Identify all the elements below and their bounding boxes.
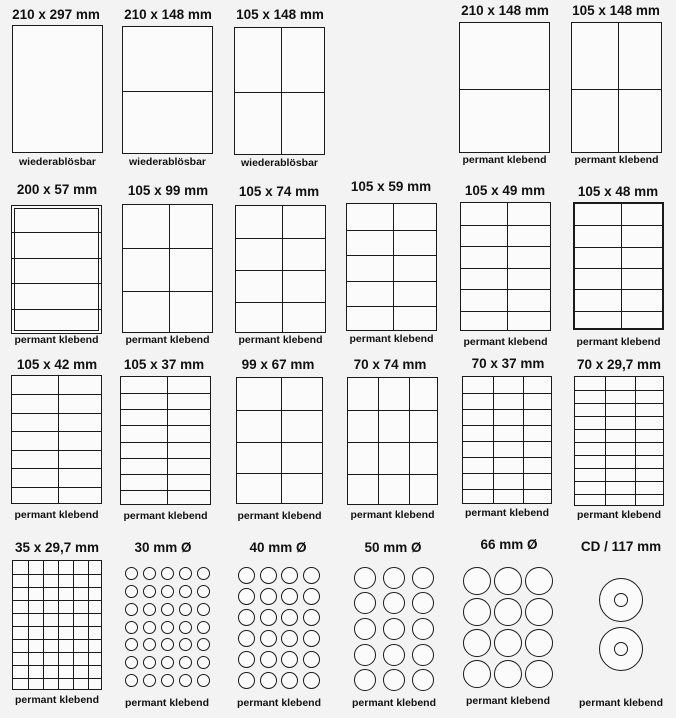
round-label [260,630,277,647]
format-title: 105 x 42 mm [16,357,98,372]
row-divider [463,393,551,394]
row-divider [12,413,101,414]
round-label [412,618,434,640]
round-label [260,588,277,605]
round-label [525,660,553,688]
round-label [260,567,277,584]
adhesive-caption: permant klebend [462,154,547,166]
format-title: 105 x 99 mm [127,183,209,198]
format-title: 50 mm Ø [364,540,422,555]
round-label [179,585,192,598]
row-divider [575,268,662,269]
round-label [125,638,138,651]
round-label [161,638,174,651]
column-divider [282,206,283,332]
round-label [281,630,298,647]
adhesive-caption: permant klebend [351,697,437,709]
round-label [179,656,192,669]
adhesive-caption: permant klebend [574,154,659,166]
format-title: 70 x 37 mm [471,356,545,371]
round-label [197,567,210,580]
column-divider [73,561,74,689]
round-label [260,672,277,689]
column-divider [409,378,410,504]
row-divider [347,230,436,231]
format-title: 35 x 29,7 mm [14,540,100,555]
cd-hole [614,642,628,656]
adhesive-caption: permant klebend [237,510,322,522]
row-divider [123,248,212,249]
column-divider [618,23,619,152]
adhesive-caption: permant klebend [125,334,210,346]
round-label [143,674,156,687]
round-label [412,644,434,666]
round-label [238,609,255,626]
row-divider [463,457,551,458]
column-divider [58,376,59,503]
label-sheet [236,377,323,504]
format-title: 70 x 74 mm [353,357,427,372]
row-divider [12,468,101,469]
row-divider [121,442,210,443]
round-label [383,592,405,614]
round-label [303,588,320,605]
row-divider [575,247,662,248]
adhesive-caption: permant klebend [463,336,548,348]
label-sheet [120,376,211,505]
round-label [125,585,138,598]
format-title: 70 x 29,7 mm [576,357,662,372]
round-label [197,638,210,651]
round-label [354,567,376,589]
label-sheet [460,202,551,331]
row-divider [575,442,663,443]
round-label [383,669,405,691]
adhesive-caption: permant klebend [236,697,322,709]
row-divider [575,390,663,391]
row-divider [237,442,322,443]
round-label [494,567,522,595]
label-sheet [347,377,438,505]
round-label [161,621,174,634]
column-divider [507,203,508,330]
adhesive-caption: permant klebend [123,510,208,522]
row-divider [572,89,661,90]
round-label [463,660,491,688]
round-label [161,585,174,598]
round-label [179,603,192,616]
format-title: 105 x 148 mm [572,3,660,18]
round-label [125,674,138,687]
label-sheet [12,25,103,153]
round-label [143,567,156,580]
round-label [161,674,174,687]
round-label [238,651,255,668]
row-divider [348,474,437,475]
round-label [354,669,376,691]
column-divider [523,377,524,503]
round-label [143,585,156,598]
cd-hole [614,593,628,607]
adhesive-caption: permant klebend [14,509,99,521]
round-label [238,588,255,605]
round-label [354,592,376,614]
round-label [281,567,298,584]
round-label [260,651,277,668]
row-divider [575,416,663,417]
row-divider [575,311,662,312]
round-label [197,656,210,669]
round-label [525,598,553,626]
label-sheet [462,376,552,504]
label-sheet [122,26,213,154]
row-divider [575,225,662,226]
round-label [412,669,434,691]
label-sheet [574,376,664,506]
round-label [525,629,553,657]
row-divider [348,410,437,411]
round-label [281,672,298,689]
row-divider [121,490,210,491]
row-divider [461,289,550,290]
round-label [161,567,174,580]
column-divider [393,204,394,330]
adhesive-caption: permant klebend [14,334,99,346]
row-divider [461,246,550,247]
round-label [143,603,156,616]
row-divider [121,393,210,394]
row-divider [121,458,210,459]
column-divider [378,378,379,504]
round-label [197,585,210,598]
adhesive-caption: permant klebend [350,509,435,521]
column-divider [58,561,59,689]
round-label [383,567,405,589]
round-label [383,644,405,666]
format-title: 105 x 49 mm [464,183,546,198]
format-title: 105 x 48 mm [577,184,659,199]
column-divider [28,561,29,689]
adhesive-caption: wiederablösbar [128,156,207,168]
round-label [143,656,156,669]
row-divider [237,473,322,474]
column-divider [621,204,622,328]
column-divider [281,378,282,503]
round-label [494,660,522,688]
row-divider [575,455,663,456]
round-label [383,618,405,640]
row-divider [235,92,324,93]
round-label [143,621,156,634]
row-divider [463,441,551,442]
round-label [494,629,522,657]
row-divider [123,291,212,292]
round-label [463,567,491,595]
row-divider [12,258,101,259]
row-divider [460,89,549,90]
round-label [238,567,255,584]
row-divider [236,238,325,239]
column-divider [281,28,282,154]
format-title: 66 mm Ø [480,537,538,552]
row-divider [121,474,210,475]
column-divider [88,561,89,689]
row-divider [12,394,101,395]
round-label [412,567,434,589]
row-divider [575,494,663,495]
format-title: 105 x 148 mm [236,7,324,22]
row-divider [12,487,101,488]
round-label [197,603,210,616]
round-label [354,644,376,666]
row-divider [12,431,101,432]
label-sheet [573,202,664,330]
label-sheet [459,22,550,153]
round-label [281,588,298,605]
adhesive-caption: wiederablösbar [18,156,97,168]
format-title: 210 x 148 mm [461,3,549,18]
format-title: 210 x 148 mm [124,7,212,22]
round-label [525,567,553,595]
format-title: 30 mm Ø [134,540,192,555]
column-divider [605,377,606,505]
row-divider [463,489,551,490]
column-divider [493,377,494,503]
round-label [303,609,320,626]
round-label [281,609,298,626]
row-divider [236,270,325,271]
row-divider [348,442,437,443]
row-divider [12,309,101,310]
adhesive-caption: permant klebend [124,697,210,709]
label-sheet [571,22,662,153]
format-title: 210 x 297 mm [12,7,100,22]
round-label [354,618,376,640]
column-divider [635,377,636,505]
adhesive-caption: permant klebend [464,507,550,519]
adhesive-caption: permant klebend [578,697,664,709]
round-label [179,621,192,634]
round-label [303,651,320,668]
round-label [125,567,138,580]
round-label [463,598,491,626]
label-sheet [12,560,102,690]
label-sheet [346,203,437,331]
adhesive-caption: permant klebend [576,509,662,521]
row-divider [575,429,663,430]
row-divider [12,450,101,451]
round-label [303,567,320,584]
row-divider [347,281,436,282]
round-label [125,656,138,669]
round-label [161,603,174,616]
adhesive-caption: wiederablösbar [240,157,319,169]
round-label [179,638,192,651]
row-divider [237,410,322,411]
row-divider [463,425,551,426]
round-label [125,603,138,616]
row-divider [461,311,550,312]
label-sheet [235,205,326,333]
row-divider [12,283,101,284]
round-label [197,621,210,634]
adhesive-caption: permant klebend [14,694,100,706]
row-divider [347,255,436,256]
format-title: 105 x 74 mm [238,184,320,199]
row-divider [575,468,663,469]
round-label [412,592,434,614]
round-label [281,651,298,668]
round-label [125,621,138,634]
round-label [197,674,210,687]
format-title: 105 x 59 mm [350,179,432,194]
label-sheet [11,205,102,334]
round-label [303,672,320,689]
adhesive-caption: permant klebend [465,695,551,707]
column-divider [43,561,44,689]
round-label [161,656,174,669]
row-divider [347,306,436,307]
format-title: 99 x 67 mm [241,357,315,372]
round-label [463,629,491,657]
format-title: CD / 117 mm [580,539,662,554]
adhesive-caption: permant klebend [576,336,661,348]
row-divider [461,225,550,226]
round-label [238,630,255,647]
column-divider [167,377,168,504]
round-label [260,609,277,626]
adhesive-caption: permant klebend [349,333,434,345]
row-divider [463,473,551,474]
label-sheet [11,375,102,504]
row-divider [12,232,101,233]
label-sheet [234,27,325,155]
row-divider [463,409,551,410]
round-label [238,672,255,689]
round-label [179,567,192,580]
round-label [179,674,192,687]
row-divider [575,403,663,404]
row-divider [121,425,210,426]
row-divider [575,289,662,290]
adhesive-caption: permant klebend [238,334,323,346]
row-divider [575,481,663,482]
round-label [303,630,320,647]
label-sheet [122,204,213,333]
format-title: 40 mm Ø [249,540,307,555]
row-divider [236,302,325,303]
column-divider [169,205,170,332]
round-label [494,598,522,626]
round-label [143,638,156,651]
format-title: 200 x 57 mm [16,182,98,197]
row-divider [123,91,212,92]
row-divider [121,409,210,410]
row-divider [461,268,550,269]
format-title: 105 x 37 mm [123,357,205,372]
